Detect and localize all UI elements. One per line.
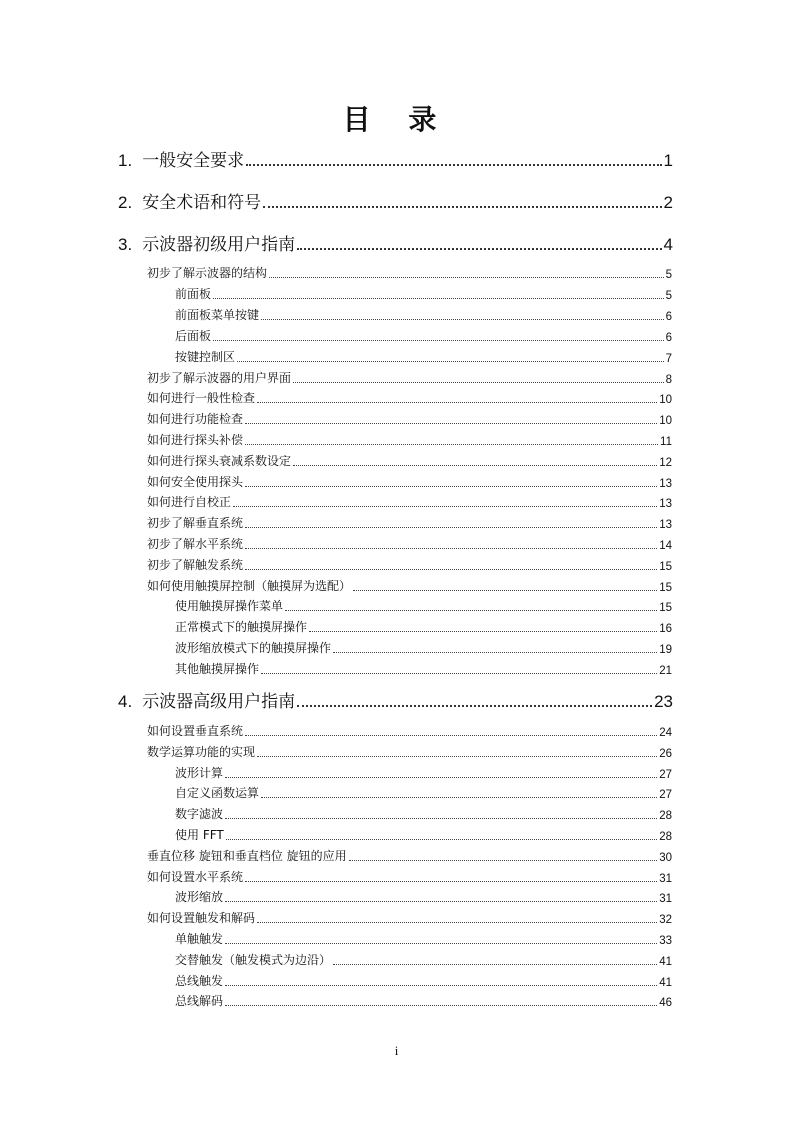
toc-entry[interactable] [147, 411, 672, 427]
toc-entry[interactable] [175, 661, 672, 677]
toc-entry-label: 交替触发（触发模式为边沿） [175, 953, 332, 967]
toc-page-number: 32 [659, 914, 672, 926]
toc-leader-dots [261, 318, 664, 320]
toc-entry-label: 如何使用触摸屏控制（触摸屏为选配） [147, 579, 352, 593]
toc-page-number: 8 [665, 374, 672, 386]
toc-entry-label: 如何进行功能检查 [147, 412, 244, 426]
toc-entry[interactable] [175, 952, 672, 968]
toc-leader-dots [245, 422, 657, 424]
toc-section-label: 一般安全要求 [142, 151, 245, 171]
toc-entry-label: 按键控制区 [175, 350, 236, 364]
toc-section-label: 安全术语和符号 [142, 193, 262, 213]
toc-entry-label: 如何设置触发和解码 [147, 911, 256, 925]
toc-entry-label: 初步了解示波器的用户界面 [147, 371, 292, 385]
toc-section-label: 示波器高级用户指南 [142, 692, 296, 712]
toc-section-3[interactable] [118, 231, 673, 255]
toc-entry[interactable] [175, 307, 672, 323]
toc-leader-dots [297, 247, 661, 250]
toc-page-number: 13 [659, 519, 672, 531]
toc-entry[interactable] [147, 869, 672, 885]
toc-leader-dots [225, 1004, 657, 1006]
toc-page-number: 12 [659, 457, 672, 469]
toc-entry-label: 波形缩放 [175, 890, 224, 904]
toc-leader-dots [269, 276, 664, 278]
toc-entry[interactable] [147, 390, 672, 406]
toc-page-number: 46 [659, 997, 672, 1009]
toc-entry-label: 波形缩放模式下的触摸屏操作 [175, 641, 332, 655]
toc-entry[interactable] [175, 785, 672, 801]
toc-page-number: 28 [659, 810, 672, 822]
toc-leader-dots [245, 568, 657, 570]
toc-entry[interactable] [147, 848, 672, 864]
toc-entry[interactable] [147, 370, 672, 386]
toc-page-number: 23 [654, 692, 673, 711]
toc-page-number: 33 [659, 935, 672, 947]
toc-leader-dots [225, 984, 657, 986]
toc-leader-dots [245, 547, 657, 549]
toc-entry[interactable] [147, 536, 672, 552]
toc-entry[interactable] [175, 349, 672, 365]
toc-section-number: 2. [118, 193, 133, 212]
toc-entry[interactable] [147, 723, 672, 739]
toc-leader-dots [257, 401, 657, 403]
toc-leader-dots [257, 921, 657, 923]
toc-entry-label: 前面板菜单按键 [175, 308, 260, 322]
toc-leader-dots [297, 704, 652, 707]
toc-leader-dots [333, 963, 657, 965]
toc-leader-dots [237, 360, 664, 362]
toc-section-number: 4. [118, 692, 133, 711]
toc-entry-label: 垂直位移 旋钮和垂直档位 旋钮的应用 [147, 849, 347, 863]
toc-entry-label: 单触触发 [175, 932, 224, 946]
toc-section-number: 1. [118, 151, 133, 170]
toc-leader-dots [225, 776, 657, 778]
toc-entry[interactable] [175, 619, 672, 635]
toc-entry-label: 初步了解触发系统 [147, 558, 244, 572]
toc-leader-dots [245, 880, 657, 882]
toc-page-number: 31 [659, 873, 672, 885]
toc-leader-dots [353, 589, 657, 591]
toc-leader-dots [225, 900, 657, 902]
toc-entry[interactable] [147, 494, 672, 510]
toc-section-number: 3. [118, 235, 133, 254]
toc-leader-dots [349, 859, 658, 861]
toc-leader-dots [257, 755, 657, 757]
toc-entry[interactable] [175, 973, 672, 989]
toc-entry-label: 使用 FFT [175, 828, 224, 842]
toc-page-number: 11 [660, 436, 672, 448]
toc-leader-dots [263, 205, 661, 208]
toc-leader-dots [245, 734, 657, 736]
toc-page-number: 15 [659, 602, 672, 614]
toc-entry-label: 如何进行探头补偿 [147, 433, 244, 447]
toc-entry-label: 初步了解水平系统 [147, 537, 244, 551]
footer-page-number: i [394, 1043, 399, 1058]
toc-page-number: 6 [665, 311, 672, 323]
toc-page-number: 27 [659, 789, 672, 801]
toc-entry-label: 使用触摸屏操作菜单 [175, 599, 284, 613]
toc-page-number: 21 [659, 665, 672, 677]
toc-entry-label: 总线触发 [175, 974, 224, 988]
toc-leader-dots [233, 505, 657, 507]
toc-page-number: 5 [665, 290, 672, 302]
toc-page-number: 26 [659, 748, 672, 760]
toc-page-number: 13 [659, 478, 672, 490]
toc-entry[interactable] [175, 328, 672, 344]
toc-page-number: 7 [665, 353, 672, 365]
toc-entry[interactable] [147, 265, 672, 281]
toc-entry-label: 初步了解垂直系统 [147, 516, 244, 530]
toc-page-number: 41 [659, 956, 672, 968]
toc-entry-label: 其他触摸屏操作 [175, 662, 260, 676]
toc-section-label: 示波器初级用户指南 [142, 235, 296, 255]
toc-leader-dots [226, 838, 657, 840]
toc-page-number: 30 [659, 852, 672, 864]
toc-page-number: 31 [659, 893, 672, 905]
toc-leader-dots [245, 526, 657, 528]
toc-entry[interactable] [175, 827, 672, 843]
toc-page-number: 4 [663, 235, 673, 254]
toc-entry-label: 初步了解示波器的结构 [147, 266, 268, 280]
toc-page-number: 5 [665, 269, 672, 281]
toc-leader-dots [293, 381, 664, 383]
toc-leader-dots [333, 651, 657, 653]
toc-page-number: 1 [663, 151, 673, 170]
toc-page-number: 28 [659, 831, 672, 843]
toc-section-1[interactable] [118, 147, 673, 171]
toc-entry-label: 数字滤波 [175, 807, 224, 821]
toc-entry[interactable] [147, 578, 672, 594]
toc-page-number: 10 [659, 394, 672, 406]
toc-entry-label: 数学运算功能的实现 [147, 745, 256, 759]
toc-page-number: 10 [659, 415, 672, 427]
toc-leader-dots [245, 443, 658, 445]
toc-entry[interactable] [175, 765, 672, 781]
toc-leader-dots [309, 630, 657, 632]
toc-page-number: 6 [665, 332, 672, 344]
toc-leader-dots [225, 817, 657, 819]
toc-entry[interactable] [175, 931, 672, 947]
toc-page-number: 41 [659, 977, 672, 989]
toc-leader-dots [245, 485, 657, 487]
toc-title: 目 录 [342, 103, 451, 136]
toc-entry-label: 波形计算 [175, 766, 224, 780]
toc-entry[interactable] [147, 515, 672, 531]
toc-entry-label: 如何设置水平系统 [147, 870, 244, 884]
toc-entry[interactable] [147, 557, 672, 573]
toc-entry-label: 如何安全使用探头 [147, 475, 244, 489]
toc-entry[interactable] [175, 993, 672, 1009]
toc-entry-label: 如何进行一般性检查 [147, 391, 256, 405]
toc-entry-label: 如何进行探头衰减系数设定 [147, 454, 292, 468]
toc-entry-label: 自定义函数运算 [175, 786, 260, 800]
toc-entry-label: 正常模式下的触摸屏操作 [175, 620, 308, 634]
toc-leader-dots [225, 942, 657, 944]
toc-leader-dots [213, 339, 664, 341]
toc-page-number: 2 [663, 193, 673, 212]
toc-section-4[interactable] [118, 688, 673, 712]
toc-entry-label: 前面板 [175, 287, 212, 301]
toc-page-number: 24 [659, 727, 672, 739]
toc-page-number: 16 [659, 623, 672, 635]
toc-leader-dots [246, 163, 661, 166]
toc-page-number: 15 [659, 582, 672, 594]
toc-page-number: 27 [659, 769, 672, 781]
toc-entry[interactable] [175, 640, 672, 656]
toc-entry-label: 如何进行自校正 [147, 495, 232, 509]
toc-leader-dots [261, 672, 657, 674]
toc-leader-dots [293, 464, 657, 466]
toc-entry[interactable] [147, 910, 672, 926]
toc-page-number: 14 [659, 540, 672, 552]
toc-entry-label: 如何设置垂直系统 [147, 724, 244, 738]
toc-entry[interactable] [175, 806, 672, 822]
toc-entry[interactable] [147, 453, 672, 469]
toc-entry[interactable] [147, 474, 672, 490]
toc-entry[interactable] [175, 598, 672, 614]
toc-entry[interactable] [147, 744, 672, 760]
toc-leader-dots [285, 609, 657, 611]
toc-page-number: 13 [659, 498, 672, 510]
toc-leader-dots [213, 297, 664, 299]
toc-entry[interactable] [175, 286, 672, 302]
toc-page-number: 19 [659, 644, 672, 656]
toc-page-number: 15 [659, 561, 672, 573]
toc-entry[interactable] [175, 889, 672, 905]
toc-entry-label: 总线解码 [175, 994, 224, 1008]
toc-entry[interactable] [147, 432, 672, 448]
toc-entry-label: 后面板 [175, 329, 212, 343]
toc-section-2[interactable] [118, 189, 673, 213]
toc-leader-dots [261, 796, 657, 798]
